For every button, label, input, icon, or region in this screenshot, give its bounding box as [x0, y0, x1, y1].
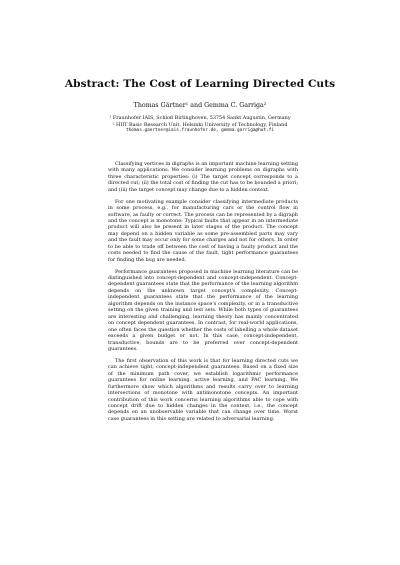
paragraph-3: Performance guarantees proposed in machine learning literature can be distinguished into concept-dependent and concept-independent. Concept-dependent guarantees state that the performance of the learning algorithm depends on the unknown target concept's complexity. Concept-independent guarantees state that the performance of the learning algorithm depends on the instance space's complexity, or in a transductive setting on the given training and test sets. While both types of guarantees are interesting and challenging, learning theory has mainly concentrated on concept dependent guarantees. In contrast, for real-world applications, one often faces the question whether the costs of labelling a whole dataset exceeds a given budget or not. In this case, concept-independent, transductive, bounds are to be preferred over concept-dependent guarantees.	[108, 268, 298, 353]
author-emails: thomas.gaertner@iais.fraunhofer.de, gemma.garriga@hut.fi	[125, 128, 275, 134]
paper-title: Abstract: The Cost of Learning Directed Cuts	[64, 78, 336, 90]
paragraph-2: For one motivating example consider classifying intermediate products in some process, e.g., for manufacturing cars or the control flow in software, as faulty or correct. The process can be represented by a digraph and the concept is monotone: Typical faults that appear in an intermediate product will also be present in later stages of the product. The concept may depend on a hidden variable as some pre-assembled parts may vary and the fault may occur only for some charges and not for others. In order to be able to trade off between the cost of having a faulty product and the costs needed to find the cause of the fault, tight performance guarantees for finding the bug are needed.	[108, 198, 298, 263]
abstract-body	[108, 161, 298, 428]
paragraph-4: The first observation of this work is that for learning directed cuts we can achieve tight, concept-independent guarantees. Based on a fixed size of the minimum path cover, we establish logarithmic performance guarantees for online learning, active learning, and PAC learning. We furthermore show which algorithms and results carry over to learning intersections of monotone with antimonotone concepts. An important contribution of this work concerns learning algorithms able to cope with concept drift due to hidden changes in the context, i.e., the concept depends on an unobservable variable that can change over time. Worst case guarantees in this setting are related to adversarial learning.	[108, 357, 298, 422]
affiliation-1: ¹ Fraunhofer IAIS, Schloß Birlinghoven, 53754 Sankt Augustin, Germany	[109, 115, 291, 121]
affiliations-block	[0, 115, 400, 135]
author-line: Thomas Gärtner¹ and Gemma C. Garriga²	[133, 102, 267, 109]
affiliation-2: ² HIIT Basic Research Unit, Helsinki University of Technology, Finland	[112, 121, 288, 128]
paragraph-1: Classifying vertices in digraphs is an important machine learning setting with many applications. We consider learning problems on digraphs with three characteristic properties: (i) The target concept corresponds to a directed cut; (ii) the total cost of finding the cut has to be bounded a priori; and (iii) the target concept may change due to a hidden context.	[108, 161, 298, 193]
